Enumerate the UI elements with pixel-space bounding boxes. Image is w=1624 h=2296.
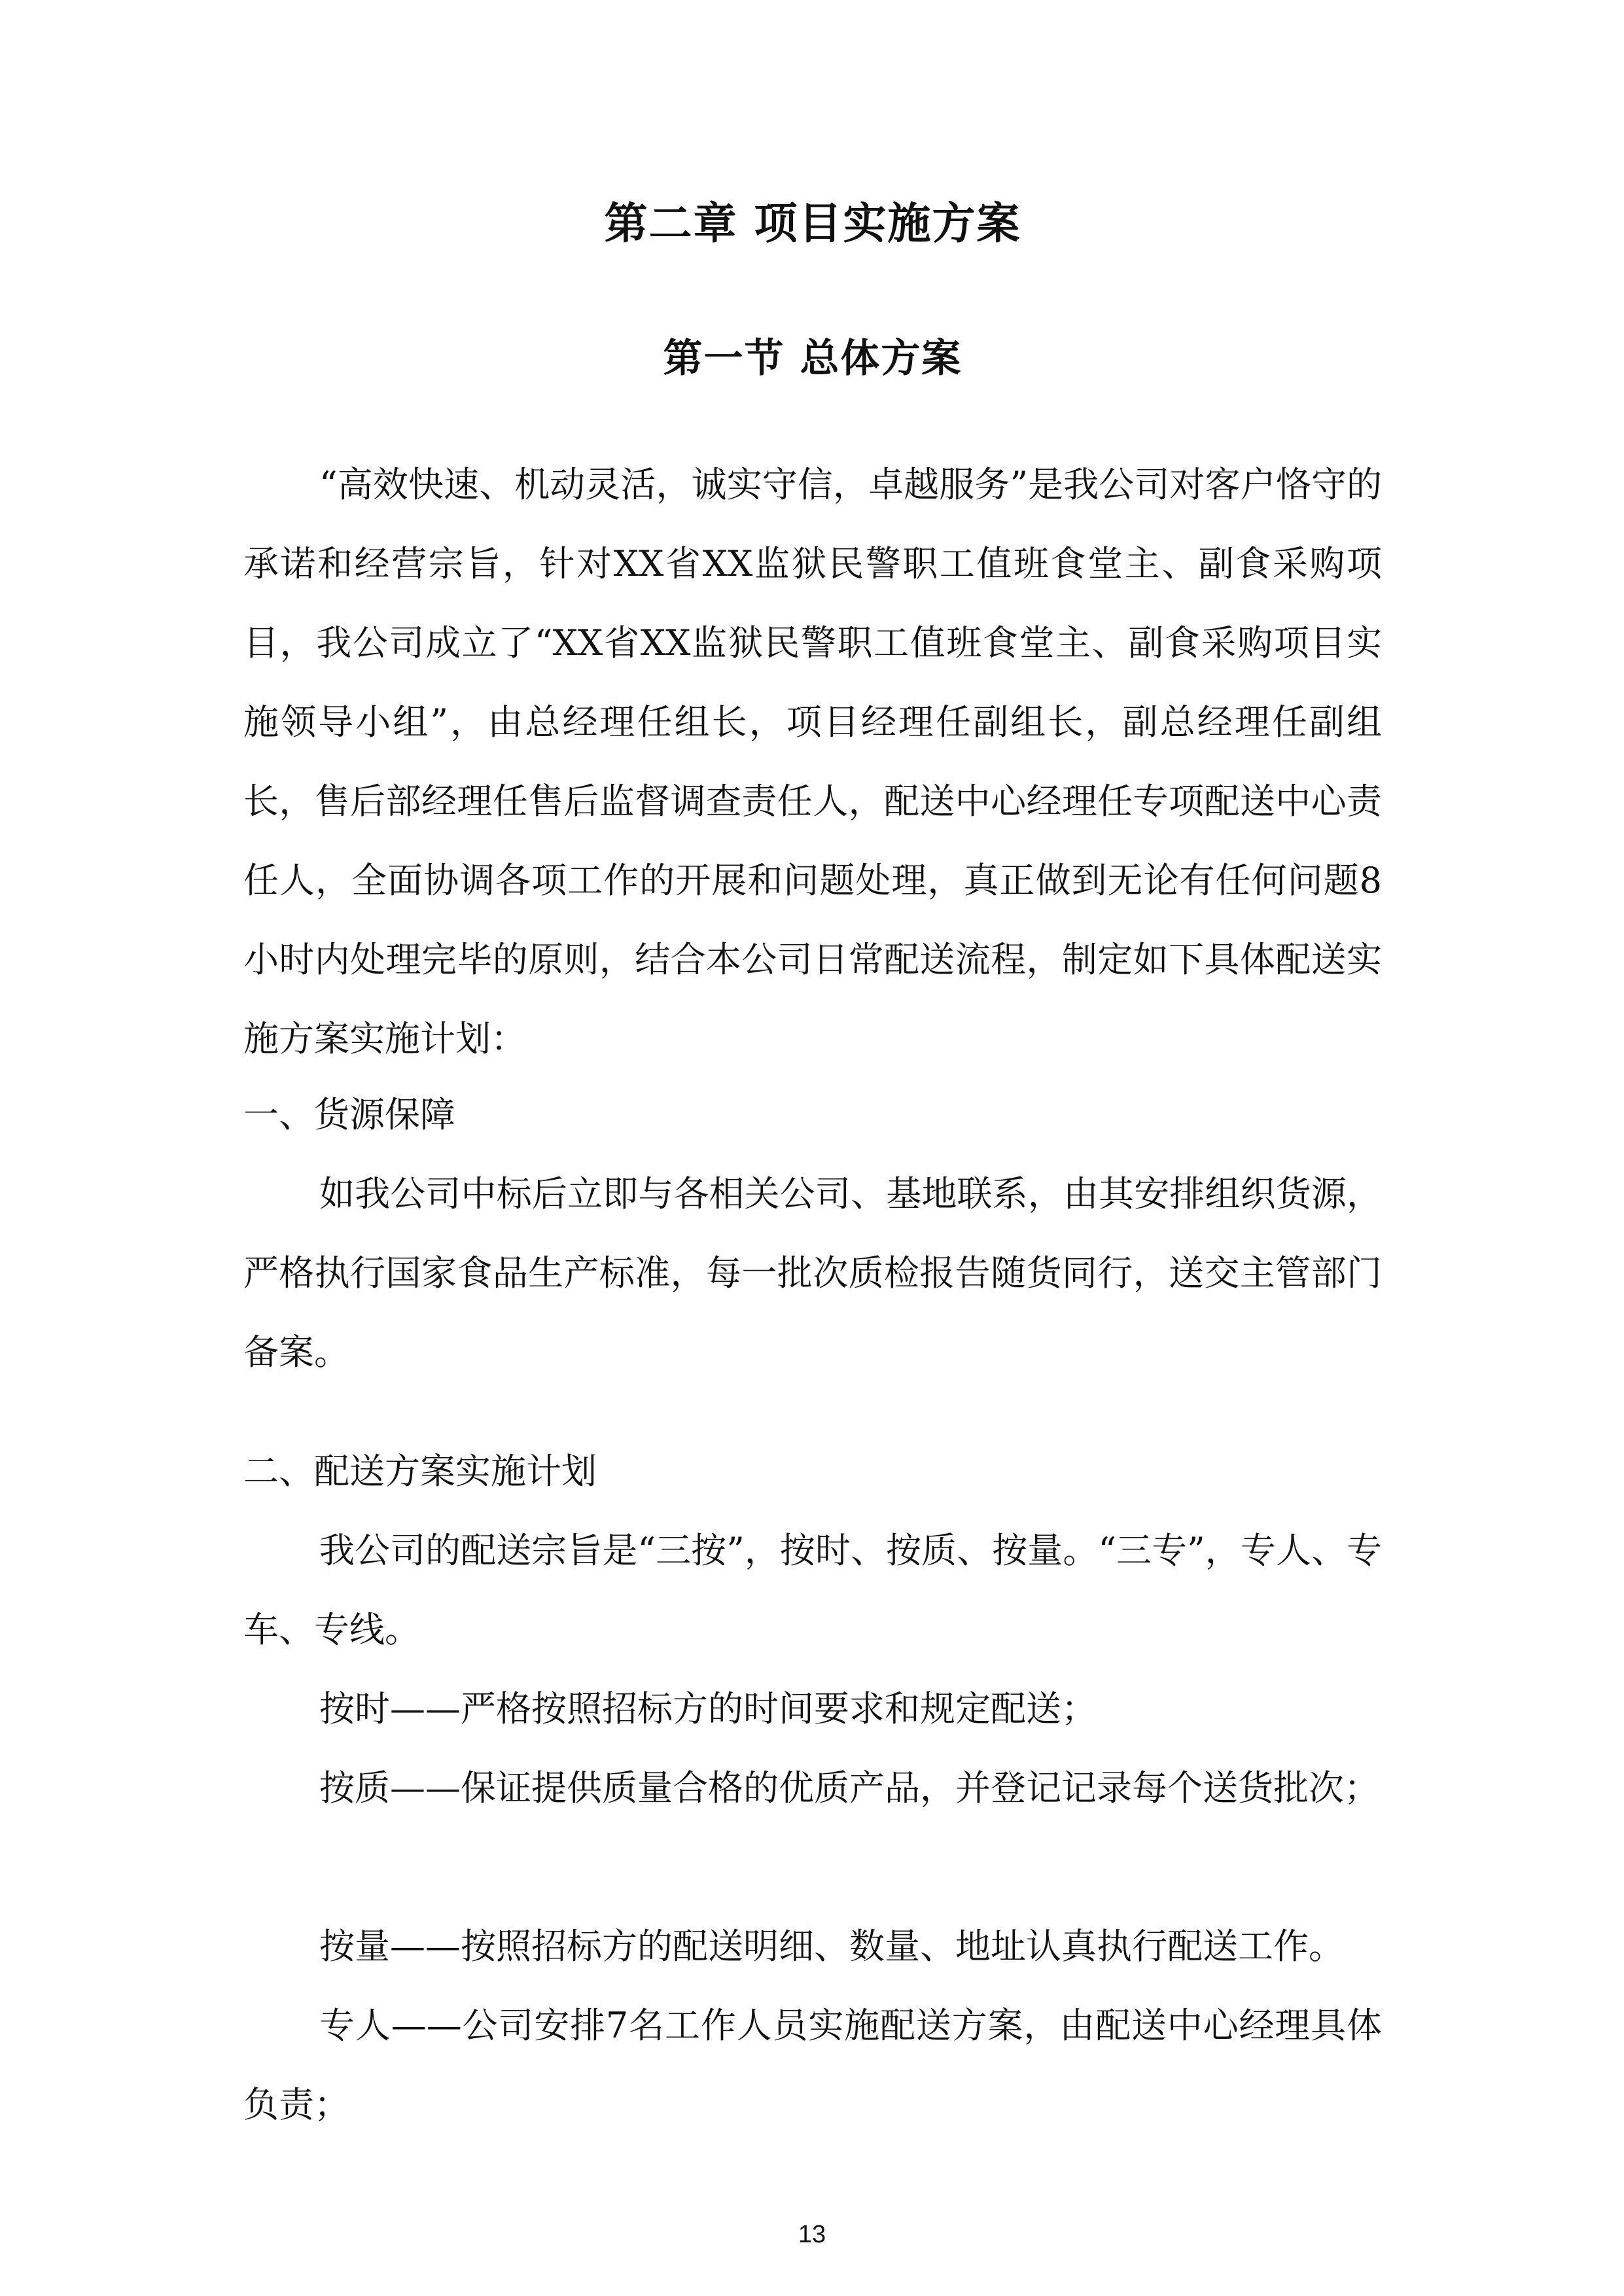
chapter-title: 第二章 项目实施方案 (604, 198, 1021, 249)
intro-paragraph: “高效快速、机动灵活，诚实守信，卓越服务”是我公司对客户恪守的承诺和经营宗旨，针对XX省XX监狱民警职工值班食堂主、副食采购项目，我公司成立了“XX省XX监狱民警职工值班食堂主、副食采购项目实施领导小组”，由总经理任组长，项目经理任副组长，副总经理任副组长，售后部经理任售后监督调查责任人，配送中心经理任专项配送中心责任人，全面协调各项工作的开展和问题处理，真正做到无论有任何问题8小时内处理完毕的原则，结合本公司日常配送流程，制定如下具体配送实施方案实施计划： (243, 464, 1382, 1059)
section-title: 第一节 总体方案 (663, 336, 962, 381)
paragraph-quantity: 按量——按照招标方的配送明细、数量、地址认真执行配送工作。 (319, 1926, 1344, 1967)
heading-delivery-plan: 二、配送方案实施计划 (243, 1451, 597, 1492)
paragraph-delivery-principle: 我公司的配送宗旨是“三按”，按时、按质、按量。“三专”，专人、专车、专线。 (243, 1530, 1382, 1650)
paragraph-quality: 按质——保证提供质量合格的优质产品，并登记记录每个送货批次； (319, 1767, 1379, 1809)
paragraph-dedicated-staff: 专人——公司安排7名工作人员实施配送方案，由配送中心经理具体负责； (243, 2005, 1382, 2125)
heading-source-guarantee: 一、货源保障 (243, 1094, 455, 1135)
paragraph-source-guarantee: 如我公司中标后立即与各相关公司、基地联系，由其安排组织货源，严格执行国家食品生产标准，每一批次质检报告随货同行，送交主管部门备案。 (243, 1173, 1382, 1373)
paragraph-on-time: 按时——严格按照招标方的时间要求和规定配送； (319, 1688, 1097, 1729)
page-number: 13 (798, 2221, 826, 2248)
